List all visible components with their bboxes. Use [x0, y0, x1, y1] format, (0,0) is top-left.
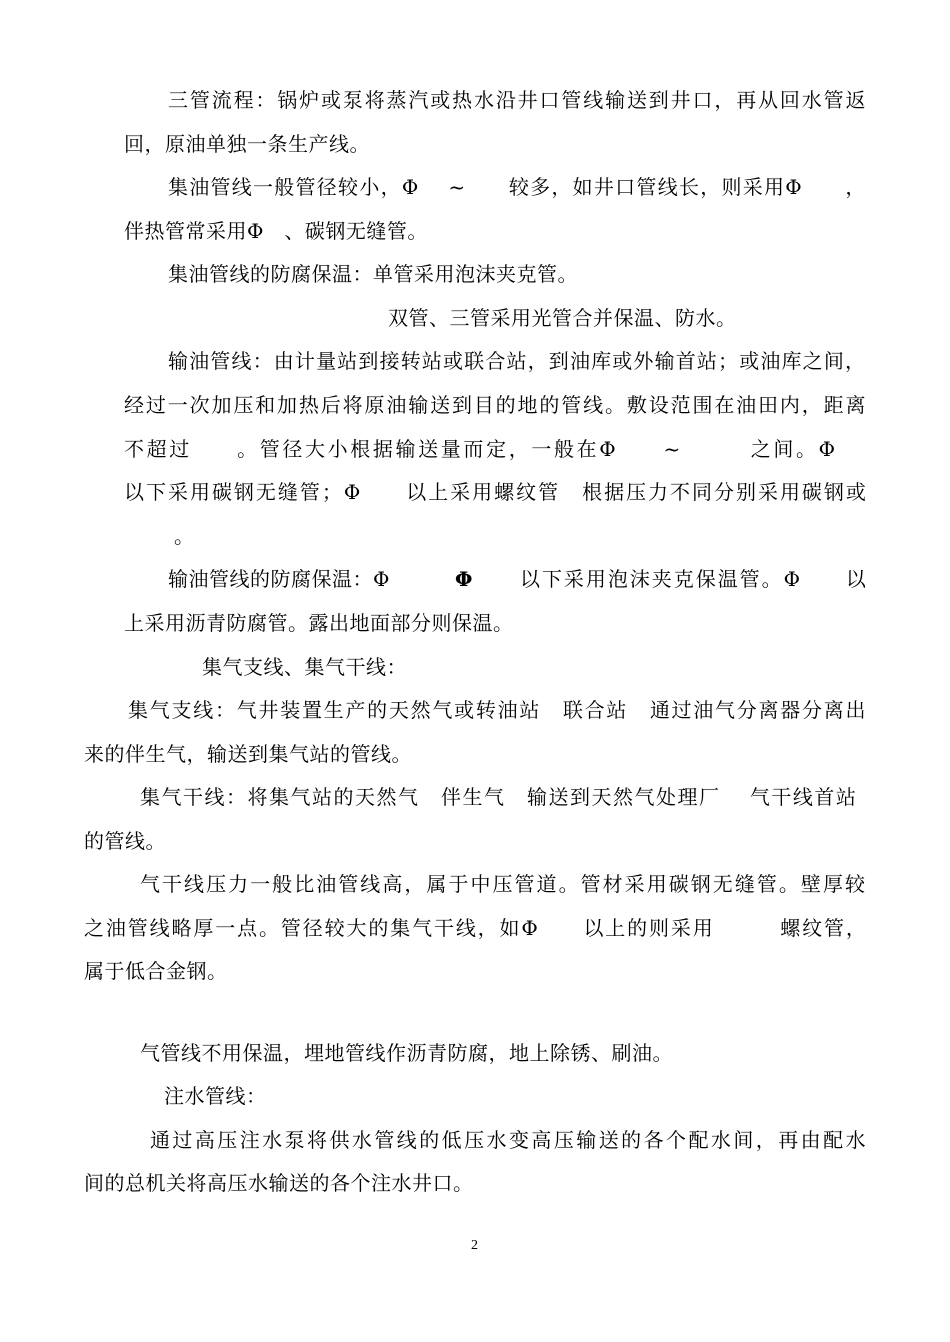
paragraph-line: 三管流程：锅炉或泵将蒸汽或热水沿井口管线输送到井口，再从回水管返	[168, 88, 868, 112]
paragraph-line: 集气干线：将集气站的天然气 伴生气 输送到天然气处理厂 气干线首站	[140, 785, 858, 809]
paragraph-line: 经过一次加压和加热后将原油输送到目的地的管线。敷设范围在油田内，距离	[124, 393, 868, 417]
page-number: 2	[471, 1238, 478, 1253]
paragraph-line: 集油管线一般管径较小，Φ ~ 较多，如井口管线长，则采用Φ ，	[168, 175, 867, 199]
paragraph-line: 。	[174, 524, 195, 548]
paragraph-line: 不超过 。管径大小根据输送量而定，一般在Φ ~ 之间。Φ	[124, 437, 838, 461]
paragraph-line: 间的总机关将高压水输送的各个注水井口。	[84, 1171, 474, 1195]
paragraph-line: 属于低合金钢。	[84, 959, 228, 983]
paragraph-line: 输油管线的防腐保温：Φ	[168, 567, 390, 591]
section-heading: 集气支线、集气干线：	[202, 655, 407, 679]
paragraph-line: 的管线。	[84, 829, 166, 853]
section-heading: 注水管线：	[164, 1084, 267, 1108]
paragraph-line: 集气支线：气井装置生产的天然气或转油站 联合站 通过油气分离器分离出	[128, 698, 868, 722]
paragraph-line: 回，原油单独一条生产线。	[124, 132, 370, 156]
paragraph-line: 输油管线：由计量站到接转站或联合站，到油库或外输首站；或油库之间，	[168, 349, 867, 373]
paragraph-line: 集油管线的防腐保温：单管采用泡沫夹克管。	[168, 262, 578, 286]
paragraph-line: 之油管线略厚一点。管径较大的集气干线，如Φ 以上的则采用 螺纹管，	[84, 916, 868, 940]
paragraph-line: 双管、三管采用光管合并保温、防水。	[388, 306, 737, 330]
paragraph-line: 气干线压力一般比油管线高，属于中压管道。管材采用碳钢无缝管。壁厚较	[140, 872, 868, 896]
paragraph-line: 气管线不用保温，埋地管线作沥青防腐，地上除锈、刷油。	[140, 1041, 673, 1065]
paragraph-line: 上采用沥青防腐管。露出地面部分则保温。	[124, 611, 514, 635]
paragraph-line: 来的伴生气，输送到集气站的管线。	[84, 742, 412, 766]
paragraph-line: 以下采用泡沫夹克保温管。Φ 以	[520, 567, 868, 591]
paragraph-line: 伴热管常采用Φ 、碳钢无缝管。	[124, 219, 428, 243]
paragraph-line: 以下采用碳钢无缝管；Φ 以上采用螺纹管 根据压力不同分别采用碳钢或	[124, 480, 868, 504]
paragraph-line: 通过高压注水泵将供水管线的低压水变高压输送的各个配水间，再由配水	[150, 1128, 868, 1152]
bold-phi-symbol: Φ	[455, 567, 473, 591]
